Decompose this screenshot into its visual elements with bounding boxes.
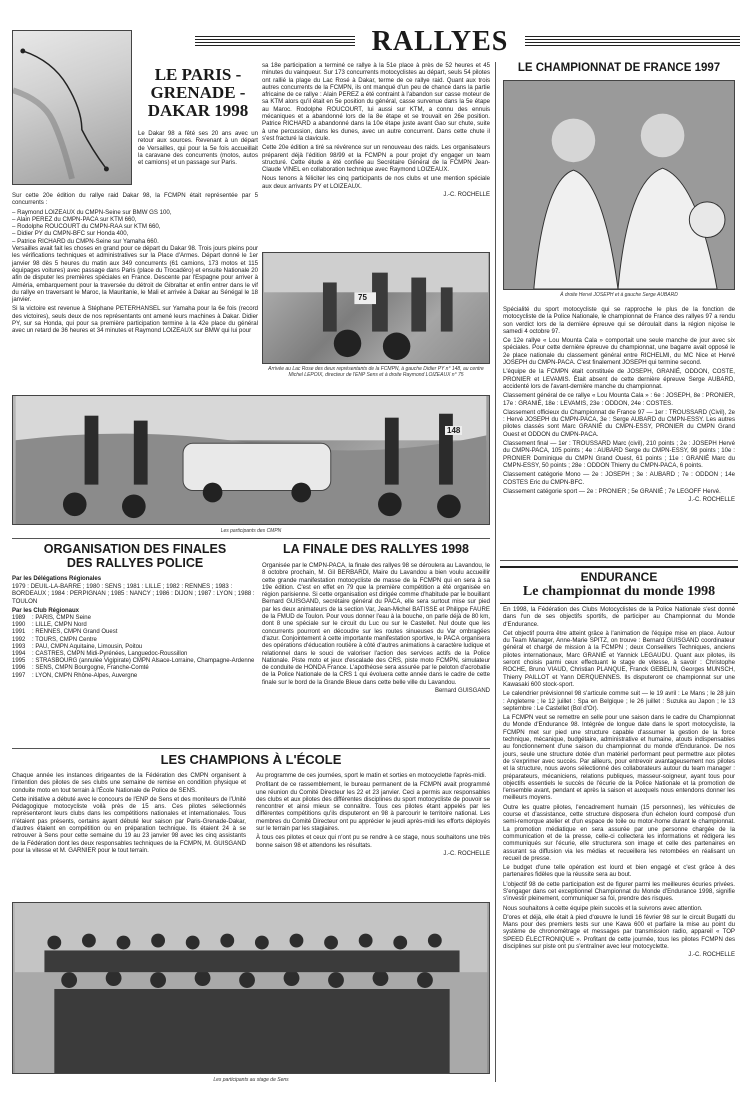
delegations-list: 1979 : DEUIL-LA-BARRE ; 1980 : SENS ; 1981 : LILLE ; 1982 : RENNES ; 1983 : BORDEAUX ; 1984 : PERPIGNAN ; 1985 : NANCY ; 1986 : DIJON ; 1987 : LYON ; 1988 : TOULON xyxy=(12,583,255,605)
club-row: 1995 : STRASBOURG (annulée Vigipirate) CMPN Alsace-Lorraine, Champagne-Ardenne xyxy=(12,658,255,665)
champions-col1: Chaque année les instances dirigeantes de la Fédération des CMPN organisent à l'intention des pilotes de ses clubs une semaine de remise en condition physique et conduite moto en tout terrain à l'École Nationale de Police de SENS. Cette initiative a débuté avec le concours de l'ENP de Sens et des moniteurs de l'Unité Pédagogique motocycliste voilà près de 15 ans. Ces pilotes sélectionnés représenteront leurs clubs dans les compétitions nationales et internationales. Tous n'étaient pas présents, certains ayant débuté leur saison par Paris-Grenade-Dakar, d'autres étaient en compétition ou en préparation technique. Ils étaient 24 à se retrouver à Sens pour cette semaine du 19 au 23 janvier 98 avec les cinq assistants de la Fédération dont les deux responsables techniques de la FCMPN, M. GUISGAND pour la vitesse et M. GARNIER pour le tout terrain. xyxy=(12,772,246,854)
header-bar xyxy=(195,26,740,57)
finale-body: Organisée par le CMPN-PACA, la finale des rallyes 98 se déroulera au Lavandou, le 8 octobre prochain, M. Gil BERBARDI, Maire du Lavandou a bien voulu accueillir cette grande manifestation motocycliste de masse de la FCMPN qui en sera à sa 19e édition. C'est en effet en 79 que la première compétition a été organisée en région parisienne. Si cette organisation est dirigée comme d'habitude par le bouillant Bernard GUISGAND, secrétaire général du PACA, elle sera surtout mise sur pied par les deux animateurs de la section Var, Jean-Michel BATISSE et Philippe FAURE de la FMUD de Toulon. Pour vous donner l'eau à la bouche, on parle déjà de 80 km, dont 8 une spéciale sur le circuit du Luc ou sur le Castellet. Nul doute que les concurrents pourront en découdre sur les routes sinueuses du Var ombragées d'azur. Conjointement à cette importante manifestation sportive, le PACA organisera des opérations d'éducation routière à côté d'autres animations à caractère ludique et relationnel dans le souci de valoriser l'action des services actifs de la Police Nationale. Piste moto et jeux d'escalade des CRS, piste moto FCMPN, simulateur de conduite de HONDA France. L'apothéose sera assurée par le peloton d'acrobatie de la Police Nationale de la CRS 1 qui évoluera cette année dans le cadre de cette finale sur le bord de la Grande Bleue dans cette belle ville du Lavandou. xyxy=(262,562,490,686)
dakar-title: LE PARIS - GRENADE - DAKAR 1998 xyxy=(147,65,249,120)
column-divider xyxy=(495,62,496,1082)
horizontal-divider xyxy=(12,748,490,749)
club-row: 1992 : TOURS, CMPN Centre xyxy=(12,636,97,643)
championnat-photo xyxy=(503,80,735,290)
cmpn-participants-photo xyxy=(12,395,490,525)
dakar-col1: Sur cette 20e édition du rallye raid Dakar 98, la FCMPN était représentée par 5 concurrents : – Raymond LOIZEAUX du CMPN-Seine sur BMW GS 100, – Alain PEREZ du CMPN-PACA sur KTM 660, – Rodolphe ROUCOURT du CMPN-RAA sur KTM 660, – Didier PY du CMPN-BFC sur Honda 400, – Patrice RICHARD du CMPN-Seine sur Yamaha 660. Versailles avait fait les choses en grand pour ce départ du Dakar 98. Trois jours pleins pour les vérifications techniques et administratives sur la Place d'Armes. Départ donné le 1er janvier 98 dès 5 heures du matin aux 349 concurrents (61 camions, 173 motos et 115 équipages voitures) avec passage dans Paris (place du Trocadéro) et ensuite Nationale 20 afin de disputer les premières spéciales en France. Descente par l'Espagne pour arriver à Alméria, embarquement pour la traversée du détroit de Gibraltar et enfin entrer dans le vif du rallye en traversant le Maroc, la Mauritanie, le Mali et arrivée à Dakar au Sénégal le 18 janvier. Si la victoire est revenue à Stéphane PETERHANSEL sur Yamaha pour la 6e fois (record des victoires), seuls deux de nos représentants ont amené leurs machines à Dakar. Didier PY, sur sa Honda, qui pour sa première participation termine à la 42e place du général avec un retard de 36 heures et 34 minutes et Raymond LOIZEAUX sur BMW qui lui pour xyxy=(12,192,258,335)
horizontal-divider xyxy=(500,560,738,561)
club-row: 1996 : SENS, CMPN Bourgogne, Franche-Comté xyxy=(12,665,149,672)
horizontal-divider xyxy=(12,538,490,539)
wide-plate-148: 148 xyxy=(447,426,461,435)
championnat-signature: J.-C. ROCHELLE xyxy=(688,497,735,504)
dakar-intro: Le Dakar 98 a fêté ses 20 ans avec un retour aux sources. Revenant à un départ de Versailles, qui pour la 5e fois accueillait la caravane des concurrents (motos, autos et camions) et un passage sur Paris. xyxy=(138,130,258,167)
finale-signature: Bernard GUISGAND xyxy=(434,688,490,695)
finale-title: LA FINALE DES RALLYES 1998 xyxy=(283,542,469,556)
dakar-signature: J.-C. ROCHELLE xyxy=(443,192,490,199)
sens-photo-caption: Les participants au stage de Sens xyxy=(213,1077,289,1083)
endurance-header xyxy=(500,566,738,604)
dakar-arrival-photo xyxy=(262,252,490,364)
endurance-subtitle: Le championnat du monde 1998 xyxy=(522,584,716,599)
champions-col2: Au programme de ces journées, sport le matin et sorties en motocyclette l'après-midi. Profitant de ce rassemblement, le bureau permanent de la FCMPN avait programmé une réunion du Comité Directeur les 22 et 23 janvier. Ceci a permis aux responsables des clubs et aux pilotes des différentes disciplines du sport motocycliste de pouvoir se rencontrer et ainsi mieux se connaître. Tous ces pilotes étant appelés par les différentes compétitions qu'ils disputeront en 98 à parcourir le territoire national. Les membres du Comité Directeur ont pu apprécier le jeudi après-midi les efforts déployés sur le terrain par les stagiaires. À tous ces pilotes et ceux qui n'ont pu se rendre à ce stage, nous souhaitons une très bonne saison 98 et attendons les résultats. J.-C. ROCHELLE xyxy=(256,772,490,857)
delegations-heading: Par les Délégations Régionales xyxy=(12,576,102,582)
dakar-plate-75: 75 xyxy=(358,293,367,302)
dakar-route-map xyxy=(12,30,132,185)
clubs-heading: Par les Club Régionaux xyxy=(12,607,80,614)
dakar-col2: sa 18e participation a terminé ce rallye à la 51e place à près de 52 heures et 45 minutes du vainqueur. Sur 173 concurrents motocyclistes au départ, seuls 54 pilotes ont rallié la plage du Lac Rosé à Dakar, terme de ce rallye raid. Quant aux trois autres concurrents de la FCMPN, ils ont manqué d'un peu de chance dans la partie africaine de ce rallye : Alain PEREZ a été contraint à l'abandon sur casse moteur de sa KTM alors qu'il était en 5e position du général, casse survenue dans la 5e étape au Maroc. Rodolphe ROUCOURT, lui aussi sur KTM, a connu des ennuis mécaniques et a abandonné lors de la 8e étape et se trouvait en 26e position. Patrice RICHARD a abandonné dans la 10e étape juste avant Gao sur chute, suite à une percussion, dans les dunes, avec un autre concurrent. Dans cette chute il s'est fracturé la clavicule. Cette 20e édition a tiré sa révérence sur un renouveau des raids. Les organisateurs préparent déjà l'édition 98/99 et la FCMPN a pour projet d'y engager un team structuré. Cette étude a été confiée au Secrétaire Général de la FCMPN Jean-Claude VINEL en collaboration technique avec Raymond LOIZEAUX. Nous tenons à féliciter les cinq participants de nos clubs et une mention spéciale aux deux arrivants PY et LOIZEAUX. J.-C. ROCHELLE xyxy=(262,62,490,199)
section-title: RALLYES xyxy=(371,26,509,57)
club-row: 1997 : LYON, CMPN Rhône-Alpes, Auvergne xyxy=(12,672,138,679)
championnat-title: LE CHAMPIONNAT DE FRANCE 1997 xyxy=(517,62,721,74)
champions-signature: J.-C. ROCHELLE xyxy=(443,850,490,857)
champions-title: LES CHAMPIONS À L'ÉCOLE xyxy=(160,752,342,767)
club-row: 1993 : PAU, CMPN Aquitaine, Limousin, Poitou xyxy=(12,643,143,650)
club-row: 1991 : RENNES, CMPN Grand Ouest xyxy=(12,629,118,636)
organisation-title: ORGANISATION DES FINALES DES RALLYES POLICE xyxy=(43,542,227,570)
club-row: 1989 : PARIS, CMPN Seine xyxy=(12,614,91,621)
championnat-photo-caption: À droite Hervé JOSEPH et à gauche Serge AUBARD xyxy=(560,292,678,298)
sens-group-photo xyxy=(12,902,490,1074)
club-row: 1990 : LILLE, CMPN Nord xyxy=(12,622,87,629)
champions-section xyxy=(12,752,490,767)
competitor-list: – Raymond LOIZEAUX du CMPN-Seine sur BMW GS 100, – Alain PEREZ du CMPN-PACA sur KTM 660, – Rodolphe ROUCOURT du CMPN-RAA sur KTM 660, – Didier PY du CMPN-BFC sur Honda 400, – Patrice RICHARD du CMPN-Seine sur Yamaha 660. xyxy=(12,208,172,245)
clubs-table xyxy=(12,615,258,680)
endurance-signature: J.-C. ROCHELLE xyxy=(688,952,735,959)
organisation-section xyxy=(12,542,258,680)
club-row: 1994 : CASTRES, CMPN Midi-Pyrénées, Languedoc-Roussillon xyxy=(12,650,188,657)
championnat-section xyxy=(500,62,738,75)
championnat-body: Spécialité du sport motocycliste qui se rapproche le plus de la fonction de motocycliste de la Police Nationale, le championnat de France des rallyes 97 a rendu son verdict lors de la dernière épreuve qui se déroulait dans la région niçoise le samedi 4 octobre 97. Ce 12e rallye « Lou Mounta Cala » comportait une seule manche de jour avec six spéciales. Pour cette dernière épreuve du championnat, une bagarre avait opposé le 2e place nationale du classement général entre RICHELMI, du MC Nice et Hervé JOSEPH du CMPN-PACA. C'est finalement JOSEPH qui termine second. L'équipe de la FCMPN était constituée de JOSEPH, GRANIÉ, ODDON, COSTE, PRONIER et LEVAMIS. Était absent de cette dernière épreuve Serge AUBARD, accidenté lors de l'avant-dernière manche du championnat. Classement général de ce rallye « Lou Mounta Cala » : 6e : JOSEPH, 8e : PRONIER, 17e : GRANIÉ, 18e : LEVAMIS, 23e : ODDON, 24e : COSTES. Classement officieux du Championnat de France 97 — 1er : TROUSSARD (Civil), 2e : Hervé JOSEPH du CMPN-PACA, 3e : Serge AUBARD du CMPN-ESSY. Les autres pilotes classés sont Marc GRANIÉ du CMPN-ESSY, PRONIER du CMPN Grand Ouest et ODDON du CMPN-PACA. Classement final — 1er : TROUSSARD Marc (civil), 210 points ; 2e : JOSEPH Hervé du CMPN-PACA, 105 points ; 4e : AUBARD Serge du CMPN-ESSY, 98 points ; 10e : PRONIER Dominique du CMPN Grand Ouest, 61 points ; 11e : GRANIÉ Marc du CMPN-ESSY, 50 points ; 28e : ODDON Thierry du CMPN-PACA, 6 points. Classement catégorie Mono — 2e : JOSEPH ; 3e : AUBARD ; 7e : ODDON ; 14e COSTES Eric du CMPN-BFC. Classement catégorie sport — 2e : PRONIER ; 5e GRANIÉ ; 7e LEGOFF Hervé. J.-C. ROCHELLE xyxy=(503,306,735,504)
endurance-title: ENDURANCE xyxy=(580,570,658,584)
dakar-photo-caption: Arrivée au Lac Rose des deux représentants de la FCMPN, à gauche Didier PY n° 148, au centre Michel LEPOIX, directeur de l'ENP Sens et à droite Raymond LOIZEAUX n° 75 xyxy=(268,366,484,378)
wide-photo-caption: Les participants des CMPN xyxy=(220,528,282,534)
finale-section xyxy=(262,542,490,694)
endurance-body: En 1998, la Fédération des Clubs Motocyclistes de la Police Nationale s'est donné dans l'un de ses objectifs sportifs, de participer au Championnat du Monde d'Endurance. Cet objectif pourra être atteint grâce à l'animation de l'équipe mise en place. Autour du Team Manager, Anne-Marie SPITZ, on trouve : Bernard GUISGAND coordinateur général et chargé de mission à la FCMPN ; deux Conseillers Techniques, anciens pilotes internationaux, Marc GRANIÉ et Yannick LEGAUDU. Quant aux pilotes, ils seront choisis parmi ceux effectuant le stage de vitesse, à savoir : Christophe ROCHE, Bruno VIAUD, Christian PLANQUE, Franck GEBELIN, Georges MUNSCH, Thierry PAILLOT et Yann DERQUENNES. Ils disputeront ce championnat sur une Kawasaki 600 stock-sport. Le calendrier prévisionnel 98 s'articule comme suit — le 19 avril : Le Mans ; le 28 juin : Angleterre ; le 12 juillet : Spa en Belgique ; le 26 juillet : Suzuka au Japon ; le 13 septembre : Le Castellet (Bol d'Or). La FCMPN veut se remettre en selle pour une saison dans le cadre du Championnat du Monde d'Endurance 98. Intégrée de longue date dans le sport motocycliste, la FCMPN met sur pied une structure capable d'assumer la gestion de la force technique, mécanique, budgétaire, administrative et humaine, atouts indispensables au fonctionnement d'une saison du championnat du monde d'Endurance. De nos jours, seule une structure dotée d'un matériel performant peut permettre aux pilotes de s'exprimer avec succès. Par ailleurs, pour entrevoir avantageusement nos pilotes et la structure, nous avons sélectionné des collaborateurs autour du team manager : préparateurs, mécaniciens, relations publiques, masseur-soigneur, ayant tous pour objectifs essentiels le succès de l'écurie de la Police Nationale et la promotion de l'ensemble avant, pendant et après la saison et auxquels nous entendons donner les meilleurs moyens. Outre les quatre pilotes, l'encadrement humain (15 personnes), les véhicules de course et d'assistance, cette structure disposera d'un échelon lourd composé d'un semi-remorque atelier et d'un espace de toile ou motor-home durant le championnat. La promotion médiatique en sera assurée par une personne chargée de la communication et de la presse, celle-ci collectera les informations et rédigera les communiqués sur l'écurie, elle structurera son image et celle des partenaires en assurant sa diffusion via les médias et recueillera les retombées en réalisant un recueil de presse. Le budget d'une telle opération est lourd et bien engagé et c'est grâce à des partenaires fidèles que la réussite sera au bout. L'objectif 98 de cette participation est de figurer parmi les meilleures écuries privées. S'engager dans cet exceptionnel Championnat du Monde d'Endurance 1998, signifie s'investir pleinement, communiquer sa foi, prendre des risques. Nous souhaitons à cette équipe plein succès et la suivrons avec attention. D'ores et déjà, elle était à pied d'œuvre le lundi 16 février 98 sur le circuit Bugatti du Mans pour des premiers tests sur une Kawa 600 et parfaire la mise au point du système de chronométrage et messages par transmission radio, appareil « TOP SPEED ÉLECTRONIQUE ». Profitant de cette journée, tous les pilotes FCMPN des disciplines sur piste ont pu s'entraîner avec leur motocyclette. J.-C. ROCHELLE xyxy=(503,606,735,959)
